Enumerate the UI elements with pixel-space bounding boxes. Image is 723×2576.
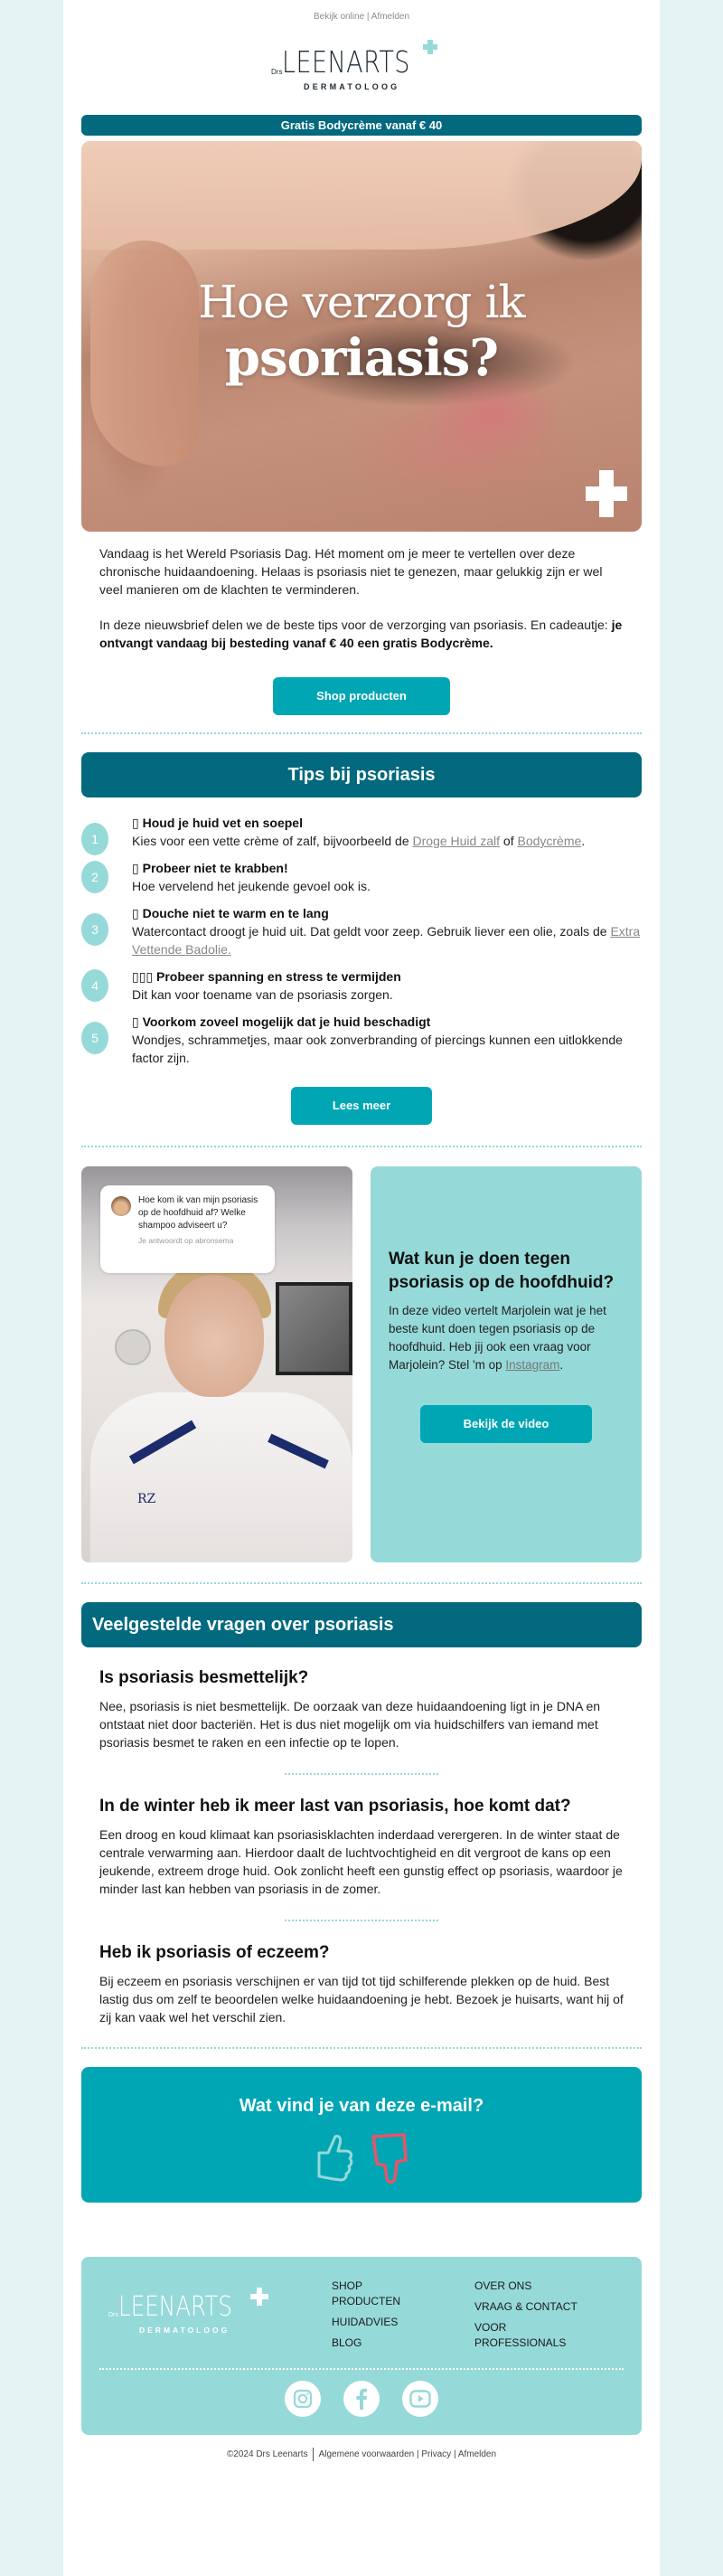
preheader-separator: |: [366, 12, 370, 22]
doctor-coat: [90, 1392, 352, 1562]
tip-number-badge: 4: [81, 969, 108, 1002]
logo-prefix: Drs: [271, 68, 283, 76]
emoji-icon: ▯: [132, 861, 139, 875]
logo-prefix: Drs: [108, 2312, 118, 2318]
faq-item: [99, 1666, 624, 1751]
footer-nav-col-1: [332, 2279, 413, 2356]
tip-item: [81, 814, 642, 850]
copyright-text: ©2024 Drs Leenarts: [226, 2449, 308, 2460]
tip-title: ▯ Voorkom zoveel mogelijk dat je huid beschadigt: [132, 1014, 431, 1029]
avatar: [111, 1196, 131, 1216]
thumbs-up-icon[interactable]: [312, 2133, 357, 2184]
footer-link-blog[interactable]: BLOG: [332, 2336, 362, 2349]
unsubscribe-link[interactable]: Afmelden: [371, 12, 410, 22]
promo-banner[interactable]: Gratis Bodycrème vanaf € 40: [81, 115, 642, 136]
bodycreme-link[interactable]: Bodycrème: [517, 834, 582, 848]
footer-link-over-ons[interactable]: OVER ONS: [474, 2279, 532, 2292]
reply-to-text: Je antwoordt op abronsema: [138, 1236, 234, 1245]
legal-footer: [81, 2435, 642, 2461]
emoji-icon: ▯▯▯: [132, 969, 154, 984]
footer-dotted-divider: [99, 2368, 624, 2370]
plus-cross-icon: [586, 470, 627, 517]
privacy-link[interactable]: Privacy: [421, 2449, 452, 2460]
logo-name: LEENARTS: [118, 2291, 232, 2323]
tip-title: ▯ Houd je huid vet en soepel: [132, 816, 303, 830]
hero-title-line2: psoriasis?: [224, 328, 499, 388]
read-more-button[interactable]: Lees meer: [291, 1087, 432, 1125]
extra-vettende-badolie-link[interactable]: Extra Vettende Badolie.: [132, 924, 641, 957]
wall-picture: [276, 1282, 352, 1375]
legal-unsubscribe-link[interactable]: Afmelden: [457, 2449, 497, 2460]
dotted-divider: [81, 1146, 642, 1147]
faq-question: Heb ik psoriasis of eczeem?: [99, 1943, 330, 1962]
intro-paragraph-2-text: In deze nieuwsbrief delen we de beste tips voor de verzorging van psoriasis. En cadeautje:: [99, 618, 612, 632]
hero-photo-hand: [81, 141, 642, 250]
tip-description: Kies voor een vette crème of zalf, bijvoorbeeld de Droge Huid zalf of Bodycrème.: [132, 834, 586, 848]
footer: [81, 2257, 642, 2435]
tip-number-badge: 2: [81, 861, 108, 893]
tip-description: Dit kan voor toename van de psoriasis zorgen.: [132, 987, 393, 1002]
tip-title: ▯ Douche niet te warm en te lang: [132, 906, 329, 920]
brand-logo[interactable]: [262, 33, 461, 96]
tips-section-title: Tips bij psoriasis: [81, 752, 642, 797]
faq-answer: Een droog en koud klimaat kan psoriasisklachten inderdaad verergeren. In de winter staat de centrale verwarming aan. Hierdoor daalt de luchtvochtigheid en dit vergroot de kans op een jeukende, extreem droge huid. Ook zonlicht heeft een gunstig effect op psoriasis, waardoor je minder last kan hebben van psoriasis in de zomer.: [99, 1827, 623, 1896]
hero-title: [81, 275, 642, 387]
intro-paragraph-1: Vandaag is het Wereld Psoriasis Dag. Hét moment om je meer te vertellen over deze chronische huidaandoening. Helaas is psoriasis niet te genezen, maar gelukkig zijn er wel veel manieren om de klachten te verminderen.: [99, 546, 603, 597]
email-container: [63, 0, 660, 2576]
vertical-separator: [313, 2448, 314, 2461]
emoji-icon: ▯: [132, 1014, 139, 1029]
feedback-title: Wat vind je van deze e-mail?: [239, 2096, 484, 2116]
dotted-divider: [81, 1582, 642, 1584]
shop-products-button[interactable]: Shop producten: [273, 677, 450, 715]
plus-cross-icon: [250, 2288, 268, 2306]
faq-item: [99, 1941, 624, 2026]
faq-list: [81, 1666, 642, 2026]
coat-badge: RZ: [137, 1492, 156, 1506]
tip-item: [81, 859, 642, 895]
tip-description: Wondjes, schrammetjes, maar ook zonverbranding of piercings kunnen een uitlokkende factor zijn.: [132, 1033, 623, 1065]
logo-subtitle: DERMATOLOOG: [304, 82, 400, 91]
tip-title: ▯▯▯ Probeer spanning en stress te vermijden: [132, 969, 401, 984]
footer-link-huidadvies[interactable]: HUIDADVIES: [332, 2316, 399, 2328]
short-dotted-divider: [285, 1773, 438, 1775]
tip-item: [81, 1013, 642, 1067]
tip-item: [81, 904, 642, 958]
watch-video-button[interactable]: Bekijk de video: [420, 1405, 592, 1443]
dotted-divider: [81, 732, 642, 734]
facebook-icon[interactable]: [343, 2381, 380, 2417]
video-info-card: [371, 1166, 642, 1562]
question-text: Hoe kom ik van mijn psoriasis op de hoofdhuid af? Welke shampoo adviseert u?: [138, 1195, 258, 1231]
faq-question: Is psoriasis besmettelijk?: [99, 1668, 309, 1687]
short-dotted-divider: [285, 1920, 438, 1921]
tip-description: Hoe vervelend het jeukende gevoel ook is.: [132, 879, 371, 893]
tips-list: [81, 814, 642, 1067]
legal-separator: |: [453, 2449, 456, 2460]
legal-separator: |: [417, 2449, 419, 2460]
emoji-icon: ▯: [132, 906, 139, 920]
tip-number-badge: 5: [81, 1022, 108, 1054]
dotted-divider: [81, 2047, 642, 2049]
question-bubble: [100, 1185, 275, 1273]
social-links: [81, 2381, 642, 2417]
hero-image[interactable]: [81, 141, 642, 532]
feedback-box: [81, 2067, 642, 2203]
logo-subtitle: DERMATOLOOG: [139, 2326, 230, 2335]
instagram-icon[interactable]: [285, 2381, 321, 2417]
logo-name: LEENARTS: [282, 44, 410, 80]
video-thumbnail[interactable]: [81, 1166, 352, 1562]
tip-number-badge: 3: [81, 913, 108, 946]
tip-item: [81, 967, 642, 1004]
faq-answer: Nee, psoriasis is niet besmettelijk. De oorzaak van deze huidaandoening ligt in je DNA en ontstaat niet door bacteriën. Het is dus niet mogelijk om via huidschilfers van iemand met psoriasis besmet te raken en een infectie op te lopen.: [99, 1699, 601, 1750]
faq-section-title: Veelgestelde vragen over psoriasis: [81, 1602, 642, 1647]
hero-title-line1: Hoe verzorg ik: [198, 276, 525, 328]
view-online-link[interactable]: Bekijk online: [313, 12, 365, 22]
preheader: [81, 0, 642, 33]
faq-question: In de winter heb ik meer last van psoriasis, hoe komt dat?: [99, 1797, 571, 1816]
emoji-icon: ▯: [132, 816, 139, 830]
tip-description: Watercontact droogt je huid uit. Dat geldt voor zeep. Gebruik liever een olie, zoals de Extra Vettende Badolie.: [132, 924, 641, 957]
plus-cross-icon: [423, 40, 437, 54]
terms-link[interactable]: Algemene voorwaarden: [318, 2449, 415, 2460]
footer-link-contact[interactable]: VRAAG & CONTACT: [474, 2300, 577, 2313]
tip-title: ▯ Probeer niet te krabben!: [132, 861, 288, 875]
feedback-buttons: [81, 2133, 642, 2185]
droge-huid-zalf-link[interactable]: Droge Huid zalf: [412, 834, 501, 848]
intro-text: [81, 532, 642, 652]
footer-nav-col-2: [474, 2279, 601, 2356]
instagram-link[interactable]: Instagram: [505, 1358, 560, 1372]
video-card-title: Wat kun je doen tegen psoriasis op de hoofdhuid?: [389, 1250, 615, 1292]
faq-item: [99, 1795, 624, 1898]
doctor-face: [164, 1275, 264, 1397]
intro-paragraph-2: [99, 616, 624, 652]
wall-mirror: [115, 1329, 151, 1365]
video-section: [81, 1166, 642, 1562]
thumbs-down-icon[interactable]: [370, 2133, 411, 2185]
footer-link-professionals[interactable]: VOOR PROFESSIONALS: [474, 2321, 567, 2349]
faq-answer: Bij eczeem en psoriasis verschijnen er van tijd tot tijd schilferende plekken op de huid. Best lastig dus om zelf te beoordelen welke huidaandoening je hebt. Bezoek je huisarts, want hij of zij kan vaak wel het verschil zien.: [99, 1974, 624, 2024]
tip-number-badge: 1: [81, 823, 108, 855]
video-card-text: In deze video vertelt Marjolein wat je het beste kunt doen tegen psoriasis op de hoofdhuid. Heb jij ook een vraag voor Marjolein? Stel 'm op Instagram.: [389, 1304, 606, 1372]
youtube-icon[interactable]: [402, 2381, 438, 2417]
intro-offer-bold: je ontvangt vandaag bij besteding vanaf € 40 een gratis Bodycrème.: [99, 618, 623, 650]
footer-logo[interactable]: [108, 2286, 280, 2340]
footer-link-shop[interactable]: SHOP PRODUCTEN: [332, 2279, 401, 2307]
